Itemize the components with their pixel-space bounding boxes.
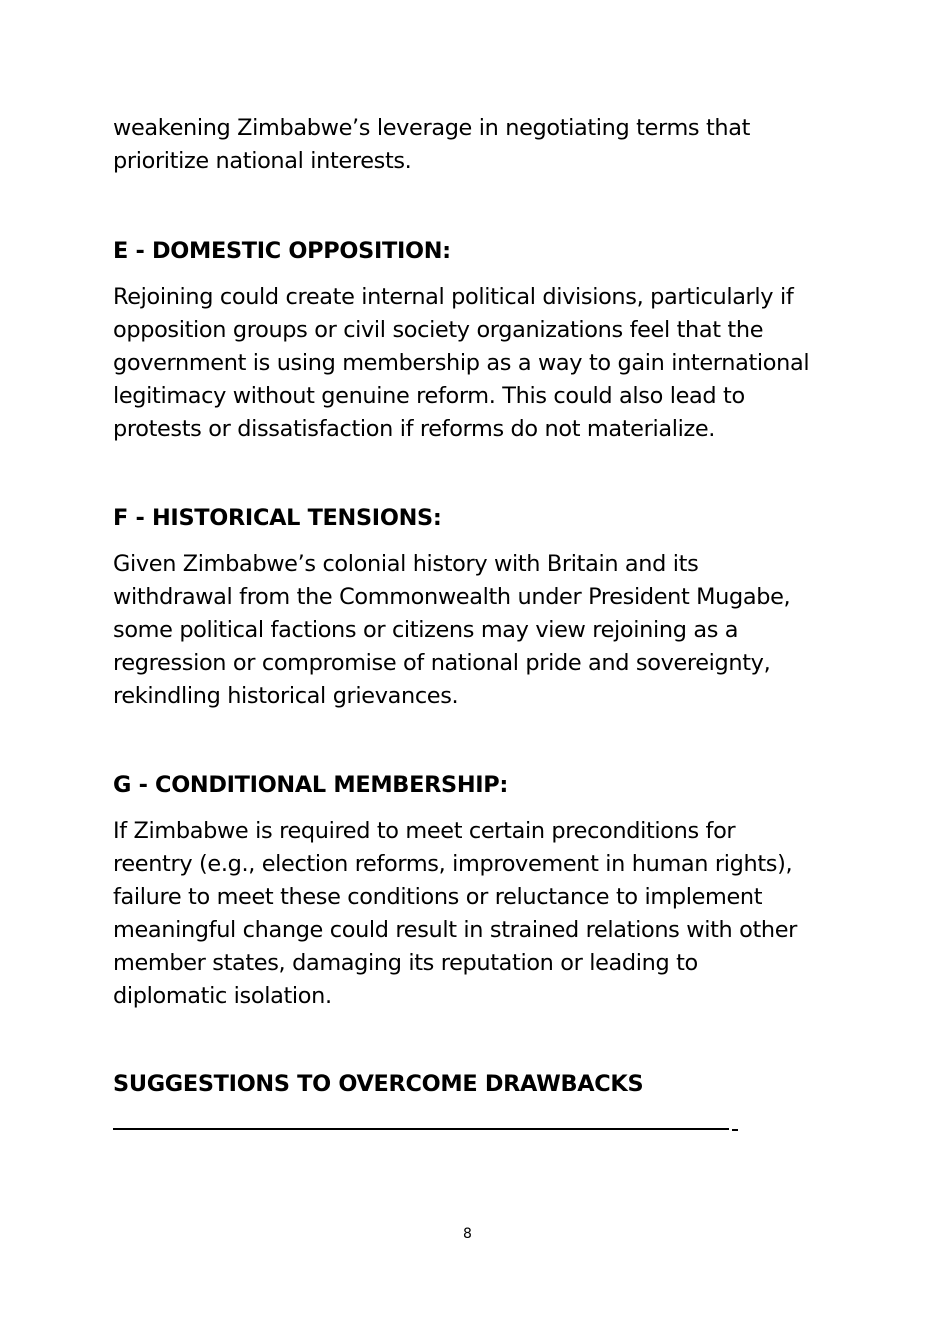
text-line: member states, damaging its reputation or leading to xyxy=(113,950,698,976)
text-line: meaningful change could result in strained relations with other xyxy=(113,917,798,943)
text-line: prioritize national interests. xyxy=(113,148,412,174)
text-line: protests or dissatisfaction if reforms do not materialize. xyxy=(113,416,716,442)
rule-trailing-dash xyxy=(732,1129,738,1131)
text-line: some political factions or citizens may view rejoining as a xyxy=(113,617,739,643)
section-heading-conditional-membership: G - CONDITIONAL MEMBERSHIP: xyxy=(113,772,509,798)
text-line: legitimacy without genuine reform. This could also lead to xyxy=(113,383,745,409)
page-number: 8 xyxy=(463,1226,472,1242)
horizontal-rule xyxy=(113,1128,729,1130)
section-paragraph-historical-tensions xyxy=(113,548,790,713)
text-line: reentry (e.g., election reforms, improvement in human rights), xyxy=(113,851,793,877)
section-heading-suggestions: SUGGESTIONS TO OVERCOME DRAWBACKS xyxy=(113,1071,644,1097)
section-paragraph-domestic-opposition xyxy=(113,281,809,446)
section-heading-domestic-opposition: E - DOMESTIC OPPOSITION: xyxy=(113,238,451,264)
continuation-paragraph xyxy=(113,112,750,178)
text-line: regression or compromise of national pride and sovereignty, xyxy=(113,650,771,676)
section-heading-historical-tensions: F - HISTORICAL TENSIONS: xyxy=(113,505,442,531)
section-paragraph-conditional-membership xyxy=(113,815,797,1013)
text-line: opposition groups or civil society organizations feel that the xyxy=(113,317,764,343)
text-line: failure to meet these conditions or reluctance to implement xyxy=(113,884,763,910)
text-line: Given Zimbabwe’s colonial history with Britain and its xyxy=(113,551,699,577)
text-line: government is using membership as a way to gain international xyxy=(113,350,810,376)
text-line: weakening Zimbabwe’s leverage in negotiating terms that xyxy=(113,115,751,141)
text-line: rekindling historical grievances. xyxy=(113,683,459,709)
text-line: Rejoining could create internal political divisions, particularly if xyxy=(113,284,794,310)
text-line: withdrawal from the Commonwealth under President Mugabe, xyxy=(113,584,791,610)
text-line: If Zimbabwe is required to meet certain preconditions for xyxy=(113,818,736,844)
text-line: diplomatic isolation. xyxy=(113,983,332,1009)
